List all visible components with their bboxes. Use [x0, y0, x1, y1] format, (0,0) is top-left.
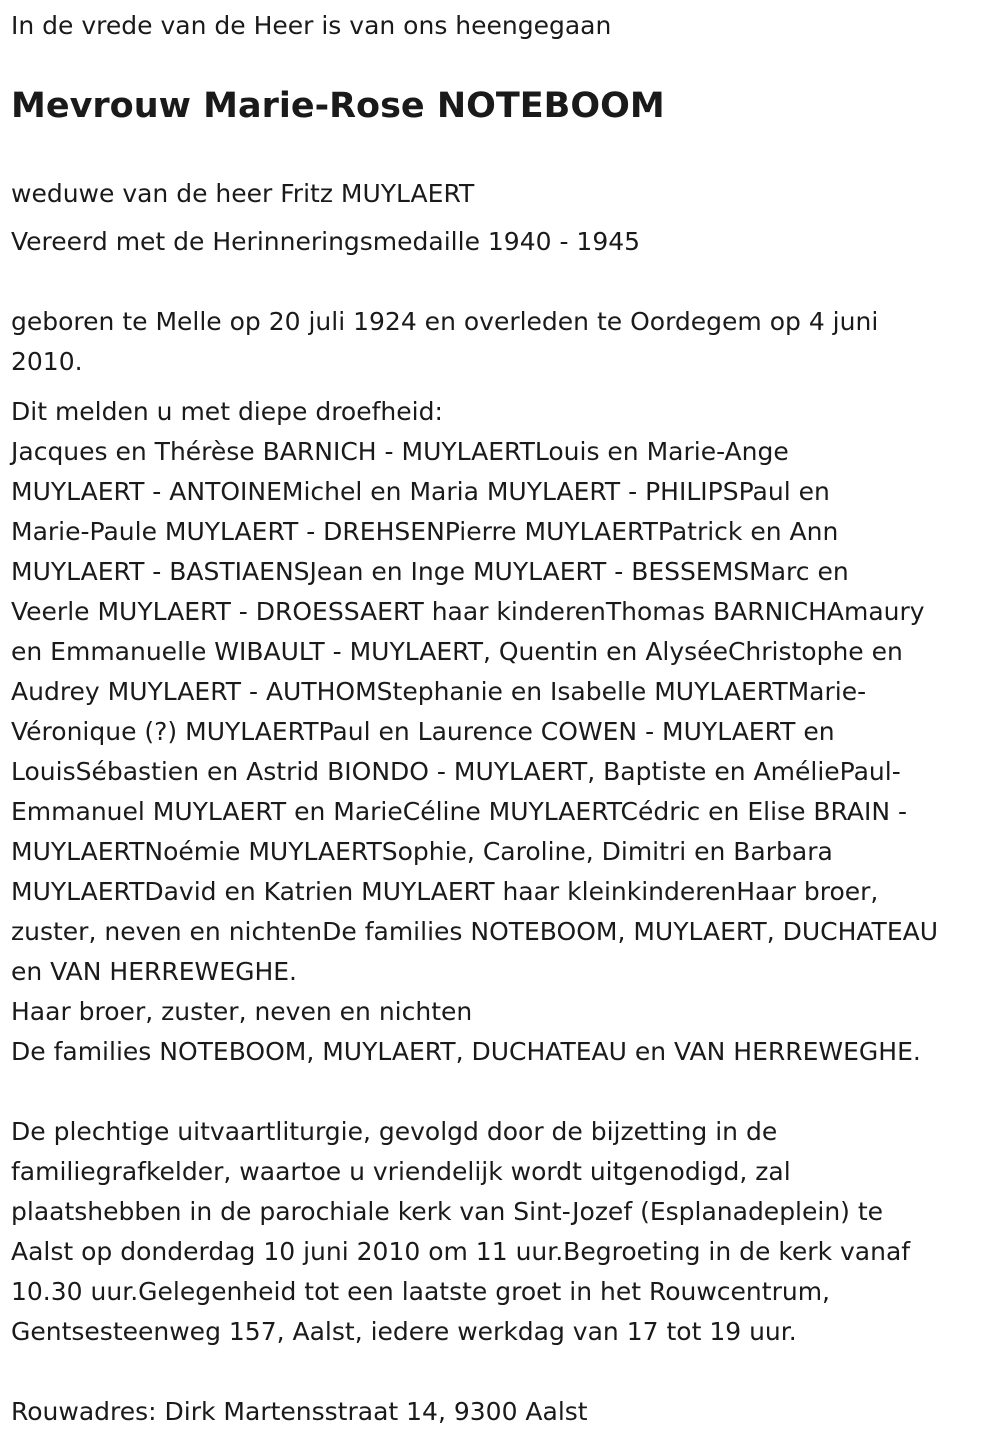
birth-line: geboren te Melle op 20 juli 1924 en overleden te Oordegem op 4 juni — [11, 307, 879, 336]
funeral-line: familiegrafkelder, waartoe u vriendelijk wordt uitgenodigd, zal — [11, 1157, 791, 1186]
mourners-line: Dit melden u met diepe droefheid: — [11, 397, 443, 426]
deceased-name: Mevrouw Marie-Rose NOTEBOOM — [11, 86, 665, 126]
mourners-line: Audrey MUYLAERT - AUTHOMStephanie en Isabelle MUYLAERTMarie- — [11, 677, 867, 706]
mourners-line: Emmanuel MUYLAERT en MarieCéline MUYLAERTCédric en Elise BRAIN - — [11, 797, 908, 826]
funeral-line: 10.30 uur.Gelegenheid tot een laatste groet in het Rouwcentrum, — [11, 1277, 831, 1306]
honor-text: Vereerd met de Herinneringsmedaille 1940 - 1945 — [11, 227, 641, 256]
funeral-line: Gentsesteenweg 157, Aalst, iedere werkdag van 17 tot 19 uur. — [11, 1317, 797, 1346]
mourning-address: Rouwadres: Dirk Martensstraat 14, 9300 Aalst — [11, 1397, 588, 1426]
birth-death-block — [11, 302, 878, 382]
mourners-block — [11, 392, 938, 1072]
funeral-details-block — [11, 1112, 910, 1352]
mourners-line: Véronique (?) MUYLAERTPaul en Laurence COWEN - MUYLAERT en — [11, 717, 835, 746]
mourners-line: Jacques en Thérèse BARNICH - MUYLAERTLouis en Marie-Ange — [11, 437, 789, 466]
mourners-line: en Emmanuelle WIBAULT - MUYLAERT, Quentin en AlyséeChristophe en — [11, 637, 903, 666]
mourners-line: MUYLAERT - ANTOINEMichel en Maria MUYLAERT - PHILIPSPaul en — [11, 477, 830, 506]
birth-line: 2010. — [11, 347, 83, 376]
mourners-line: MUYLAERTDavid en Katrien MUYLAERT haar kleinkinderenHaar broer, — [11, 877, 879, 906]
mourners-line: en VAN HERREWEGHE. — [11, 957, 297, 986]
mourners-line: zuster, neven en nichtenDe families NOTEBOOM, MUYLAERT, DUCHATEAU — [11, 917, 939, 946]
mourners-line: Marie-Paule MUYLAERT - DREHSENPierre MUYLAERTPatrick en Ann — [11, 517, 839, 546]
mourners-line: MUYLAERTNoémie MUYLAERTSophie, Caroline, Dimitri en Barbara — [11, 837, 833, 866]
mourners-line: Haar broer, zuster, neven en nichten — [11, 997, 473, 1026]
mourners-line: LouisSébastien en Astrid BIONDO - MUYLAERT, Baptiste en AméliePaul- — [11, 757, 901, 786]
funeral-line: De plechtige uitvaartliturgie, gevolgd door de bijzetting in de — [11, 1117, 778, 1146]
mourners-line: Veerle MUYLAERT - DROESSAERT haar kinderenThomas BARNICHAmaury — [11, 597, 925, 626]
intro-text: In de vrede van de Heer is van ons heengegaan — [11, 11, 612, 40]
mourners-line: De families NOTEBOOM, MUYLAERT, DUCHATEAU en VAN HERREWEGHE. — [11, 1037, 921, 1066]
widow-text: weduwe van de heer Fritz MUYLAERT — [11, 179, 475, 208]
funeral-line: Aalst op donderdag 10 juni 2010 om 11 uur.Begroeting in de kerk vanaf — [11, 1237, 911, 1266]
funeral-line: plaatshebben in de parochiale kerk van Sint-Jozef (Esplanadeplein) te — [11, 1197, 884, 1226]
mourners-line: MUYLAERT - BASTIAENSJean en Inge MUYLAERT - BESSEMSMarc en — [11, 557, 849, 586]
